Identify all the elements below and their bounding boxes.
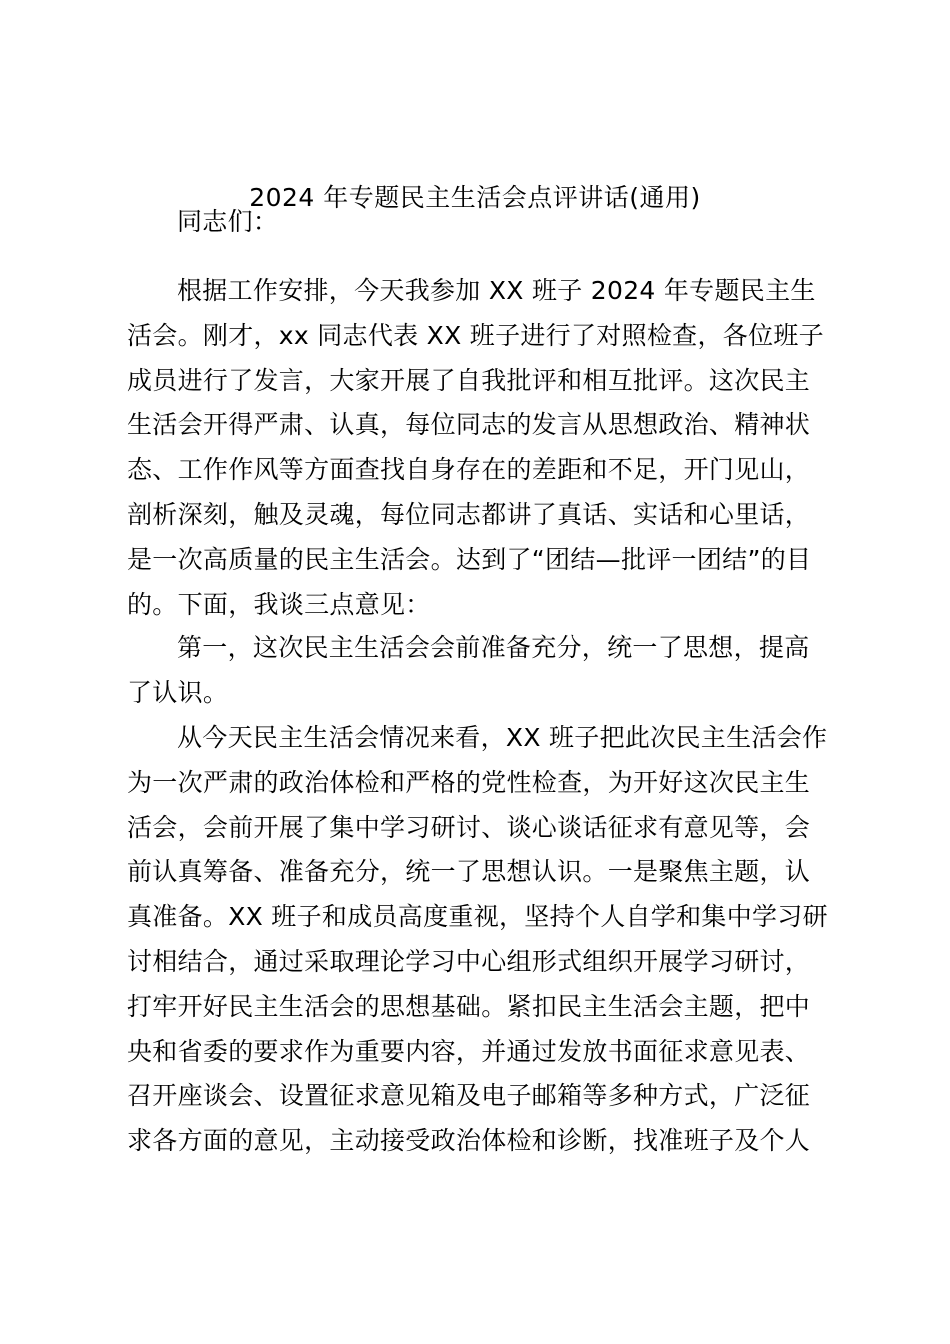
paragraph-line: 剖析深刻，触及灵魂，每位同志都讲了真话、实话和心里话， bbox=[127, 499, 811, 529]
paragraph-line: 真准备。XX 班子和成员高度重视，坚持个人自学和集中学习研 bbox=[127, 902, 828, 932]
paragraph-line: 活会。刚才，xx 同志代表 XX 班子进行了对照检查，各位班子 bbox=[127, 320, 824, 350]
paragraph-line: 央和省委的要求作为重要内容，并通过发放书面征求意见表、 bbox=[127, 1036, 811, 1066]
paragraph-line: 求各方面的意见，主动接受政治体检和诊断，找准班子及个人 bbox=[127, 1126, 811, 1156]
paragraph-line: 打牢开好民主生活会的思想基础。紧扣民主生活会主题，把中 bbox=[127, 991, 811, 1021]
paragraph-line: 从今天民主生活会情况来看，XX 班子把此次民主生活会作 bbox=[177, 723, 828, 752]
paragraph-2 bbox=[127, 626, 827, 716]
paragraph-line: 生活会开得严肃、认真，每位同志的发言从思想政治、精神状 bbox=[127, 410, 811, 440]
document-title: 2024 年专题民主生活会点评讲话(通用) bbox=[249, 183, 701, 212]
paragraph-line: 讨相结合，通过采取理论学习中心组形式组织开展学习研讨， bbox=[127, 946, 811, 976]
paragraph-line: 活会，会前开展了集中学习研讨、谈心谈话征求有意见等，会 bbox=[127, 812, 811, 842]
salutation bbox=[127, 200, 827, 245]
paragraph-line: 为一次严肃的政治体检和严格的党性检查，为开好这次民主生 bbox=[127, 767, 811, 797]
paragraph-1 bbox=[127, 269, 827, 627]
paragraph-line: 召开座谈会、设置征求意见箱及电子邮箱等多种方式，广泛征 bbox=[127, 1081, 811, 1111]
paragraph-line: 第一，这次民主生活会会前准备充分，统一了思想，提高 bbox=[177, 633, 810, 662]
paragraph-3 bbox=[127, 716, 827, 1164]
paragraph-line: 根据工作安排，今天我参加 XX 班子 2024 年专题民主生 bbox=[177, 276, 816, 305]
paragraph-line: 了认识。 bbox=[127, 677, 229, 707]
salutation-line: 同志们： bbox=[177, 207, 279, 236]
paragraph-line: 态、工作作风等方面查找自身存在的差距和不足，开门见山， bbox=[127, 455, 811, 485]
paragraph-line: 成员进行了发言，大家开展了自我批评和相互批评。这次民主 bbox=[127, 365, 811, 395]
paragraph-line: 是一次高质量的民主生活会。达到了“团结—批评一团结”的目 bbox=[127, 544, 812, 574]
paragraph-line: 的。下面，我谈三点意见： bbox=[127, 589, 431, 619]
paragraph-line: 前认真筹备、准备充分，统一了思想认识。一是聚焦主题，认 bbox=[127, 857, 811, 887]
